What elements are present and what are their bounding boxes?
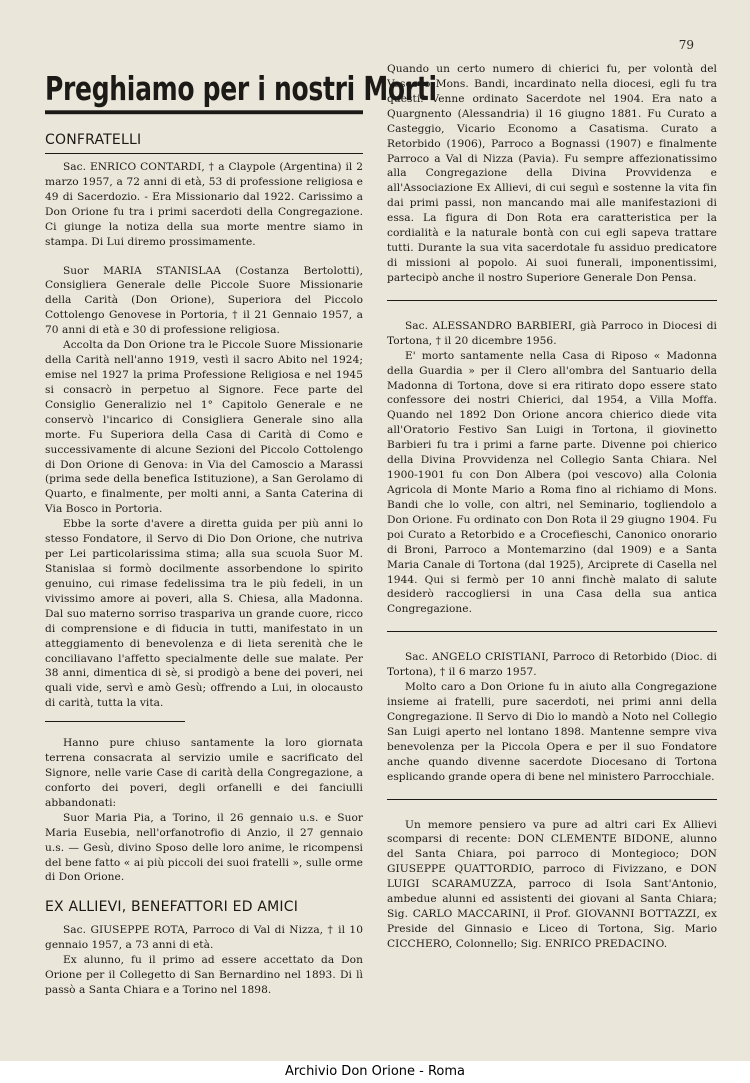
obituary-stanislaa-body: Accolta da Don Orione tra le Piccole Suore Missionarie della Carità nell'anno 1919, vestì il sacro Abito nel 1924; emise nel 1927 la prima Professione Religiosa e nel 1945 si consacrò in perpetuo al Signore. Fece parte del Consiglio Generalizio nel 1° Capitolo Generale e ne conservò l'incarico di Consigliera Generale sino alla morte. Fu Superiora della Casa di Carità di Como e successivamente di alcune Sezioni del Piccolo Cottolengo di Don Orione di Genova: in Via del Camoscio a Marassi (prima sede della benefica Istituzione), a San Gerolamo di Quarto, e finalmente, per molti anni, a Santa Caterina di Via Bosco in Portoria. [45, 339, 363, 516]
divider [387, 300, 717, 301]
sisters-names: Suor Maria Pia, a Torino, il 26 gennaio u.s. e Suor Maria Eusebia, nell'orfanotrofio di Anzio, il 27 gennaio u.s. — Gesù, divino Sposo delle loro anime, le ricompensi del bene fatto « ai più piccoli dei suoi fratelli », sulle orme di Don Orione. [45, 811, 363, 884]
section-heading-confratelli: CONFRATELLI [45, 132, 363, 154]
left-column [45, 62, 437, 1012]
other-ex-allievi: Un memore pensiero va pure ad altri cari Ex Allievi scomparsi di recente: DON CLEMENTE BIDONE, alunno del Santa Chiara, poi parroco di Montegioco; DON GIUSEPPE QUATTORDIO, parroco di Fivizzano, e DON LUIGI SCARAMUZZA, parroco di Isola Sant'Antonio, ambedue alunni ed assistenti dei giovani al Santa Chiara; Sig. CARLO MACCARINI, il Prof. GIOVANNI BOTTAZZI, ex Preside del Ginnasio e Liceo di Tortona, Sig. Mario CICCHERO, Colonnello; Sig. ENRICO PREDACINO. [387, 818, 717, 950]
obituary-barbieri-intro: Sac. ALESSANDRO BARBIERI, già Parroco in Diocesi di Tortona, † il 20 dicembre 1956. [387, 319, 717, 347]
obituary-rota-intro: Sac. GIUSEPPE ROTA, Parroco di Val di Nizza, † il 10 gennaio 1957, a 73 anni di età. [45, 924, 363, 952]
divider [387, 631, 717, 632]
archive-footer: Archivio Don Orione - Roma [0, 1061, 750, 1083]
page-title: Preghiamo per i nostri Morti [45, 70, 363, 114]
divider [45, 721, 185, 722]
page-number: 79 [678, 38, 694, 52]
obituary-barbieri-body: E' morto santamente nella Casa di Riposo « Madonna della Guardia » per il Clero all'ombra del Santuario della Madonna di Tortona, dove si era ritirato dopo essere stato confessore dei nostri Chierici, dal 1954, a Villa Moffa. Quando nel 1892 Don Orione ancora chierico diede vita all'Oratorio Festivo San Luigi in Tortona, il giovinetto Barbieri fu tra i primi a farne parte. Divenne poi chierico della Divina Provvidenza nel Collegio Santa Chiara. Nel 1900-1901 fu con Don Albera (poi vescovo) alla Colonia Agricola di Monte Mario a Roma fino al richiamo di Mons. Bandi che lo volle, con altri, nel Seminario, togliendolo a Don Orione. Fu ordinato con Don Rota il 29 giugno 1904. Fu poi Curato a Retorbido e a Crocefieschi, Canonico onorario di Broni, Parroco a Montemarzino (dal 1909) e a Santa Maria Canale di Tortona (dal 1925), Arciprete di Casella nel 1944. Qui si fermò per 10 anni finchè malato di salute desiderò raccogliersi in una Casa della sua antica Congregazione. [387, 349, 717, 616]
obituary-rota-body: Ex alunno, fu il primo ad essere accettato da Don Orione per il Collegetto di San Bernardino nel 1893. Di lì passò a Santa Chiara e a Torino nel 1898. [45, 954, 363, 997]
obituary-rota-continued: Quando un certo numero di chierici fu, per volontà del Vescovo Mons. Bandi, incardinato nella diocesi, egli fu tra questi. Venne ordinato Sacerdote nel 1904. Era nato a Quargnento (Alessandria) il 16 giugno 1881. Fu Curato a Casteggio, Vicario Economo a Casatisma. Curato a Retorbido (1906), Parroco a Bognassi (1907) e finalmente Parroco a Val di Nizza (Pavia). Fu sempre affezionatissimo alla Congregazione della Divina Provvidenza e all'Associazione Ex Allievi, di cui seguì e sostenne la vita fin dai primi passi, non mancando mai alle manifestazioni di essa. La figura di Don Rota era caratteristica per la cordialità e la naturale bontà con cui egli sapeva trattare tutti. Durante la sua vita sacerdotale fu assiduo predicatore di missioni al popolo. Ai suoi funerali, imponentissimi, partecipò anche il nostro Superiore Generale Don Pensa. [387, 63, 717, 284]
obituary-cristiani-intro: Sac. ANGELO CRISTIANI, Parroco di Retorbido (Dioc. di Tortona), † il 6 marzo 1957. [387, 651, 717, 679]
obituary-stanislaa-tribute: Ebbe la sorte d'avere a diretta guida per più anni lo stesso Fondatore, il Servo di Dio Don Orione, che nutriva per Lei particolarissima stima; alla sua scuola Suor M. Stanislaa si formò docilmente assorbendone lo spirito genuino, cui rimase fedelissima tra le più fedeli, in un vivissimo amore ai poveri, alla S. Chiesa, alla Madonna. Dal suo materno sorriso traspariva un grande cuore, ricco di comprensione e di fiducia in tutti, manifestato in un atteggiamento di benevolenza e di lieta serenità che le conciliavano l'affetto specialmente delle sue malate. Per 38 anni, dimentica di sè, si prodigò a bene dei poveri, nei quali vide, servì e amò Gesù; offrendo a Lui, in olocausto di carità, tutta la vita. [45, 518, 363, 710]
obituary-stanislaa-intro: Suor MARIA STANISLAA (Costanza Bertolotti), Consigliera Generale delle Piccole Suore Missionarie della Carità (Don Orione), Superiora del Piccolo Cottolengo Genovese in Portoria, † il 21 Gennaio 1957, a 70 anni di età e 30 di professione religiosa. [45, 264, 363, 337]
divider [387, 799, 717, 800]
obituary-cristiani-body: Molto caro a Don Orione fu in aiuto alla Congregazione insieme ai fratelli, pure sacerdoti, nei primi anni della Congregazione. Il Servo di Dio lo mandò a Noto nel Collegio San Luigi aperto nel lontano 1898. Mantenne sempre viva benevolenza per la Piccola Opera e per il suo Fondatore anche quando divenne sacerdote Diocesano di Tortona esplicando grande opera di bene nel ministero Parrocchiale. [387, 681, 717, 783]
section-heading-ex-allievi: EX ALLIEVI, BENEFATTORI ED AMICI [45, 899, 299, 916]
sisters-intro: Hanno pure chiuso santamente la loro giornata terrena consacrata al servizio umile e sacrificato del Signore, nelle varie Case di carità della Congregazione, a conforto dei poveri, degli orfanelli e dei fanciulli abbandonati: [45, 737, 363, 809]
right-column [387, 62, 717, 966]
obituary-contardi: Sac. ENRICO CONTARDI, † a Claypole (Argentina) il 2 marzo 1957, a 72 anni di età, 53 di professione religiosa e 49 di Sacerdozio. - Era Missionario dal 1922. Carissimo a Don Orione fu tra i primi sacerdoti della Congregazione. Ci giunge la notiza della sua morte mentre siamo in stampa. Di Lui diremo prossimamente. [45, 161, 363, 248]
